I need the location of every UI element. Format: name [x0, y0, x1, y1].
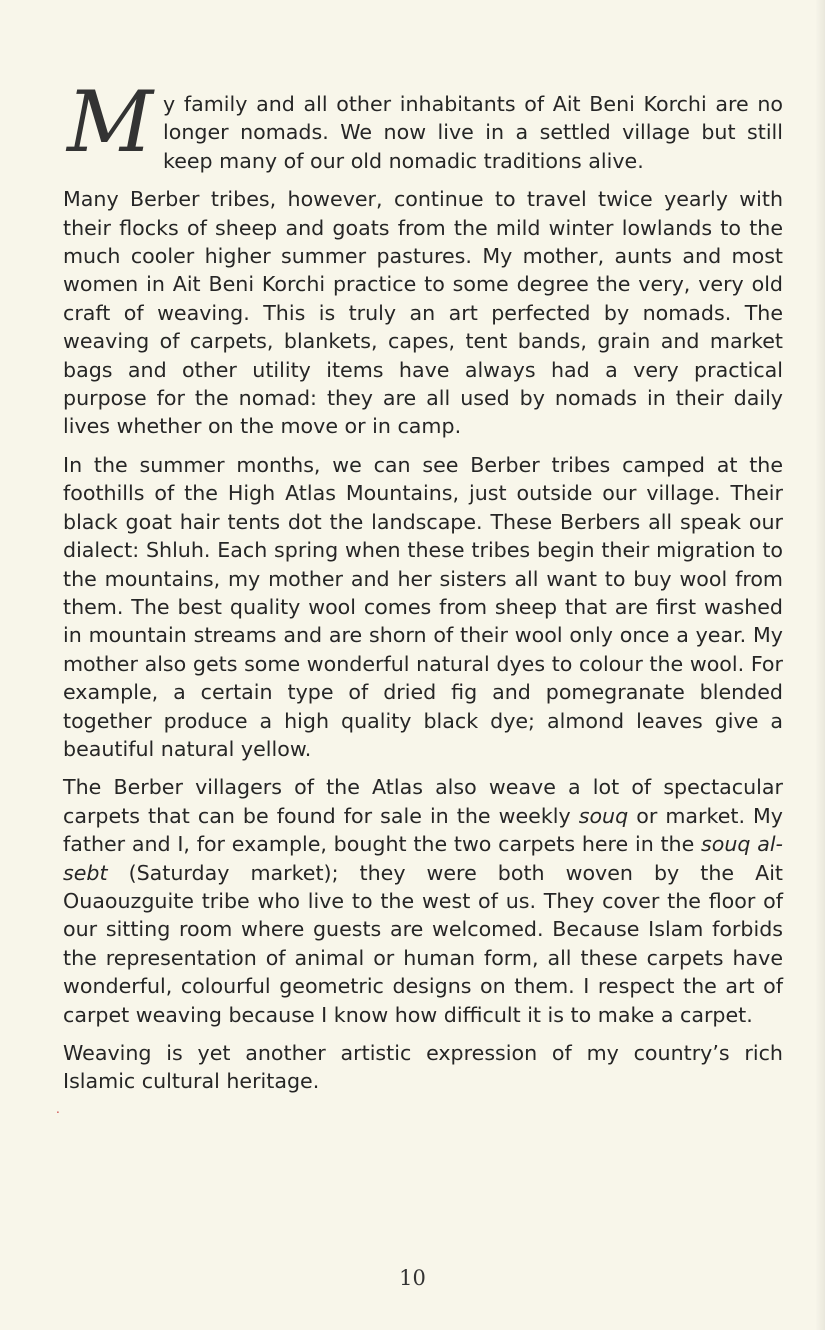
page-number: 10 [399, 1266, 426, 1290]
paragraph [63, 185, 783, 441]
paragraph-text [163, 92, 783, 173]
text-run: (Saturday market); they were both woven by the Ait Ouaouzguite tribe who live to the west of us. They cover the floor of our sitting room where guests are welcomed. Because Islam forbids the representation of animal or human form, all these carpets have wonderful, colourful geometric designs on them. I respect the art of carpet weaving because I know how difficult it is to make a carpet. [63, 860, 783, 1027]
text-run: In the summer months, we can see Berber tribes camped at the foothills of the High Atlas Mountains, just outside our village. Their black goat hair tents dot the landscape. These Berbers all speak our dialect: Shluh. Each spring when these tribes begin their migration to the mountains, my mother and her sisters all want to buy wool from them. The best quality wool comes from sheep that are first washed in mountain streams and are shorn of their wool only once a year. My mother also gets some wonderful natural dyes to colour the wool. For example, a certain type of dried fig and pomegranate blended together produce a high quality black dye; almond leaves give a beautiful natural yellow. [63, 452, 783, 761]
text-run: Weaving is yet another artistic expression of my country’s rich Islamic cultural heritage. [63, 1041, 783, 1094]
text-run: y family and all other inhabitants of Ait Beni Korchi are no longer nomads. We now live in a settled village but still keep many of our old nomadic traditions alive. [163, 92, 783, 173]
text-run: or market. My father and I, for example, bought the two carpets here in the [63, 803, 783, 857]
stray-ink-mark: . [56, 1102, 60, 1116]
italic-term: souq [578, 803, 629, 828]
paragraph-text [63, 187, 783, 438]
paragraph [63, 1039, 783, 1096]
paragraph [63, 773, 783, 1029]
paragraph [63, 73, 783, 175]
paragraph-text [63, 453, 783, 761]
body-text [63, 73, 783, 1106]
text-run: The Berber villagers of the Atlas also weave a lot of spectacular carpets that can be found for sale in the weekly [63, 775, 783, 828]
paragraph-text [63, 775, 783, 1026]
paragraph-text [63, 1041, 783, 1093]
drop-cap: M [67, 73, 152, 171]
text-run: Many Berber tribes, however, continue to travel twice yearly with their flocks of sheep and goats from the mild winter lowlands to the much cooler higher summer pastures. My mother, aunts and most women in Ait Beni Korchi practice to some degree the very, very old craft of weaving. This is truly an art perfected by nomads. The weaving of carpets, blankets, capes, tent bands, grain and market bags and other utility items have always had a very practical purpose for the nomad: they are all used by nomads in their daily lives whether on the move or in camp. [63, 187, 783, 439]
italic-term: souq al-sebt [63, 832, 783, 885]
paragraph [63, 451, 783, 763]
page-edge-shadow [815, 0, 825, 1330]
